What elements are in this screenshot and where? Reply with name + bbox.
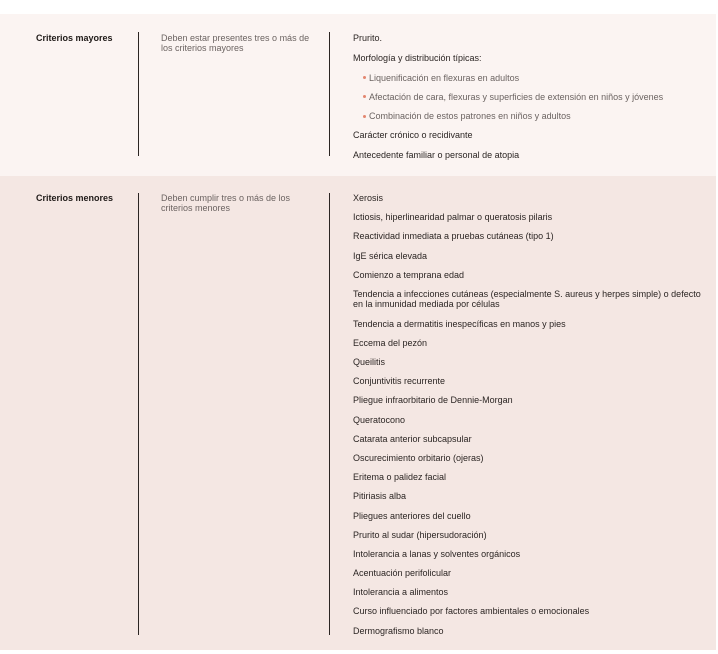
- sub-list-item: [353, 73, 703, 84]
- list-item-text: Xerosis: [353, 193, 384, 203]
- list-item: [353, 231, 703, 242]
- list-item-text: Prurito al sudar (hipersudoración): [353, 529, 487, 540]
- list-item-text: Carácter crónico o recidivante: [353, 130, 473, 141]
- minor-criteria-description: Deben cumplir tres o más de los criterios menores: [161, 193, 291, 213]
- minor-criteria-heading: Criterios menores: [36, 193, 114, 203]
- major-criteria-list: [353, 33, 703, 170]
- minor-criteria-row: [0, 176, 716, 650]
- column-divider: [138, 193, 139, 635]
- list-item: [353, 338, 703, 349]
- list-item: [353, 491, 703, 502]
- list-item: [353, 212, 703, 223]
- list-item-text: Liquenificación en flexuras en adultos: [369, 72, 520, 83]
- list-item: [353, 587, 703, 598]
- list-item-text: Prurito.: [353, 33, 383, 43]
- list-item: [353, 319, 703, 330]
- list-item-text: Queilitis: [353, 357, 386, 367]
- list-item-text: Afectación de cara, flexuras y superficies de extensión en niños y jóvenes: [369, 91, 664, 102]
- list-item-text: Pliegue infraorbitario de Dennie-Morgan: [353, 395, 513, 406]
- list-item-text: Pitiriasis alba: [353, 491, 407, 502]
- major-criteria-description: Deben estar presentes tres o más de los criterios mayores: [161, 33, 310, 53]
- list-item: [353, 33, 703, 44]
- list-item: [353, 289, 703, 310]
- list-item: [353, 395, 703, 406]
- bullet-icon: [363, 115, 366, 118]
- list-item-text: Morfología y distribución típicas:: [353, 52, 482, 63]
- list-item-text: Pliegues anteriores del cuello: [353, 510, 471, 521]
- column-divider: [329, 193, 330, 635]
- list-item-text: IgE sérica elevada: [353, 250, 428, 261]
- list-item-text: Ictiosis, hiperlinearidad palmar o queratosis pilaris: [353, 212, 553, 223]
- list-item: [353, 472, 703, 483]
- list-item: [353, 434, 703, 445]
- sub-list-item: [353, 111, 703, 122]
- list-item-text: Intolerancia a lanas y solventes orgánicos: [353, 548, 521, 559]
- list-item-text: Oscurecimiento orbitario (ojeras): [353, 452, 484, 463]
- major-criteria-row: [0, 14, 716, 176]
- list-item: [353, 549, 703, 560]
- column-divider: [138, 32, 139, 156]
- list-item-text: Comienzo a temprana edad: [353, 269, 465, 280]
- list-item: [353, 511, 703, 522]
- list-item: [353, 376, 703, 387]
- list-item-text: Reactividad inmediata a pruebas cutáneas (tipo 1): [353, 231, 554, 242]
- column-divider: [329, 32, 330, 156]
- list-item: [353, 357, 703, 368]
- list-item: [353, 150, 703, 161]
- list-item-text: Tendencia a dermatitis inespecíficas en manos y pies: [353, 318, 566, 329]
- list-item: [353, 251, 703, 262]
- list-item: [353, 568, 703, 579]
- list-item-text: Dermografismo blanco: [353, 625, 444, 636]
- sub-list-item: [353, 92, 703, 103]
- list-item: [353, 530, 703, 541]
- list-item-text: Combinación de estos patrones en niños y adultos: [369, 111, 571, 122]
- list-item-text: Tendencia a infecciones cutáneas (especialmente S. aureus y herpes simple) o defecto en la inmunidad mediada por células: [353, 288, 701, 310]
- list-item: [353, 130, 703, 141]
- list-item: [353, 606, 703, 617]
- list-item: [353, 193, 703, 204]
- list-item-text: Acentuación perifolicular: [353, 568, 452, 579]
- list-item-text: Queratocono: [353, 414, 406, 425]
- list-item-text: Curso influenciado por factores ambientales o emocionales: [353, 606, 590, 617]
- list-item-text: Catarata anterior subcapsular: [353, 433, 472, 444]
- list-item-text: Eccema del pezón: [353, 337, 428, 348]
- list-item: [353, 53, 703, 64]
- list-item: [353, 626, 703, 637]
- list-item-text: Eritema o palidez facial: [353, 472, 447, 483]
- list-item-text: Intolerancia a alimentos: [353, 587, 449, 598]
- list-item-text: Antecedente familiar o personal de atopia: [353, 150, 520, 161]
- major-criteria-heading: Criterios mayores: [36, 33, 113, 43]
- list-item: [353, 415, 703, 426]
- minor-criteria-list: [353, 193, 703, 645]
- list-item-text: Conjuntivitis recurrente: [353, 376, 446, 387]
- list-item: [353, 453, 703, 464]
- list-item: [353, 270, 703, 281]
